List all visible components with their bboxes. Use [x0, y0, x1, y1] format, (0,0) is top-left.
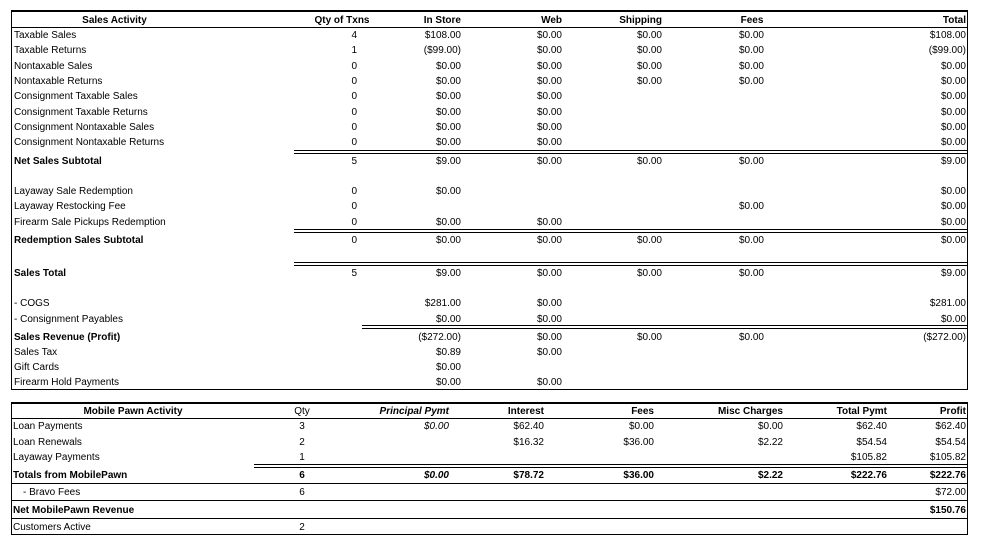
- row-total: $0.00: [940, 121, 966, 133]
- customers-active-row: [12, 520, 967, 535]
- row-instore: ($99.00): [423, 45, 461, 57]
- row-fees: $0.00: [738, 75, 764, 87]
- row-label: Taxable Returns: [14, 45, 87, 57]
- redemption-subtotal-row: [12, 233, 967, 248]
- pawn-totals-row: [12, 468, 967, 483]
- row-web: $0.00: [536, 91, 562, 103]
- row-fees: $0.00: [738, 332, 764, 343]
- row-shipping: $0.00: [636, 75, 662, 87]
- pawn-rule-1: [12, 483, 967, 484]
- row-total: ($272.00): [923, 332, 966, 343]
- row-principal: $0.00: [423, 421, 449, 432]
- row-shipping: [582, 120, 662, 135]
- row-total: $0.00: [940, 137, 966, 149]
- row-shipping: $0.00: [636, 45, 662, 57]
- row-qty: 0: [351, 216, 357, 228]
- col-mobile-pawn-activity: Mobile Pawn Activity: [83, 406, 183, 417]
- row-instore: ($272.00): [418, 332, 461, 343]
- row-fees: [712, 215, 764, 230]
- row-web: $0.00: [536, 45, 562, 57]
- row-label: Layaway Payments: [13, 452, 100, 463]
- row-label: Consignment Taxable Sales: [14, 91, 138, 103]
- pawn-header-row: [12, 404, 967, 419]
- row-qty: 5: [351, 156, 357, 167]
- row-web: $0.00: [536, 235, 562, 246]
- row-qty: 4: [351, 30, 357, 41]
- row-total: $0.00: [940, 186, 966, 197]
- sales-row: [12, 43, 967, 58]
- row-shipping: $0.00: [636, 60, 662, 72]
- pawn-rule-3: [12, 518, 967, 519]
- bravo-fees-row: [12, 485, 967, 500]
- row-web: $0.00: [536, 332, 562, 343]
- row-fees: $0.00: [738, 201, 764, 213]
- row-profit: $105.82: [929, 452, 966, 463]
- row-instore: $9.00: [435, 156, 461, 167]
- row-qty: 1: [299, 452, 305, 463]
- row-shipping: $0.00: [636, 268, 662, 279]
- row-shipping: [582, 105, 662, 120]
- row-label: Nontaxable Returns: [14, 75, 103, 87]
- row-web: $0.00: [536, 298, 562, 309]
- gift-cards-row: [12, 360, 967, 375]
- row-totalpymt: $105.82: [850, 452, 887, 463]
- row-shipping: $0.00: [636, 332, 662, 343]
- row-web: $0.00: [536, 347, 562, 358]
- row-label: Loan Payments: [13, 421, 83, 432]
- row-fees: $36.00: [623, 470, 654, 481]
- row-instore: $0.00: [435, 377, 461, 388]
- row-label: Loan Renewals: [13, 436, 82, 448]
- row-web: $0.00: [536, 30, 562, 41]
- row-web: [492, 199, 562, 214]
- row-label: Customers Active: [13, 522, 91, 533]
- row-instore: $0.00: [435, 362, 461, 373]
- row-fees: [712, 120, 764, 135]
- row-instore: $0.00: [435, 235, 461, 246]
- row-instore: $0.00: [435, 106, 461, 118]
- row-total: $281.00: [929, 298, 966, 309]
- row-label: Consignment Nontaxable Returns: [14, 137, 165, 149]
- col-total: Total: [942, 15, 966, 26]
- row-label: Firearm Hold Payments: [14, 377, 120, 388]
- row-fees: $0.00: [738, 30, 764, 41]
- row-fees: $0.00: [738, 235, 764, 246]
- row-web: $0.00: [536, 377, 562, 388]
- sales-row: [12, 105, 967, 120]
- row-web: $0.00: [536, 268, 562, 279]
- row-label: Gift Cards: [14, 362, 60, 373]
- row-total: $0.00: [940, 106, 966, 118]
- row-label: Firearm Sale Pickups Redemption: [14, 216, 166, 228]
- row-qty: 0: [351, 201, 357, 213]
- sales-total-row: [12, 266, 967, 281]
- row-fees: $0.00: [738, 45, 764, 57]
- col-total-pymt: Total Pymt: [836, 406, 887, 417]
- row-total: $0.00: [940, 201, 966, 213]
- col-interest: Interest: [507, 406, 544, 417]
- row-fees: $0.00: [738, 268, 764, 279]
- row-fees: [592, 450, 654, 465]
- sales-row: [12, 215, 967, 230]
- sales-header-row: [12, 13, 967, 28]
- row-label: Sales Total: [14, 268, 67, 279]
- row-interest: $16.32: [513, 436, 544, 448]
- row-instore: $108.00: [424, 30, 461, 41]
- row-principal: [352, 435, 449, 450]
- row-misc: $0.00: [757, 421, 783, 432]
- row-qty: 0: [351, 235, 357, 246]
- row-shipping: [582, 135, 662, 150]
- row-qty: 5: [351, 268, 357, 279]
- cogs-row: [12, 296, 967, 311]
- row-label: Consignment Nontaxable Sales: [14, 121, 155, 133]
- pawn-rule-2: [12, 500, 967, 501]
- row-web: $0.00: [536, 106, 562, 118]
- row-fees: $0.00: [738, 156, 764, 167]
- row-web: $0.00: [536, 75, 562, 87]
- row-fees: [712, 184, 764, 199]
- row-web: $0.00: [536, 137, 562, 149]
- row-qty: 2: [299, 436, 305, 448]
- row-shipping: [582, 215, 662, 230]
- row-shipping: [582, 199, 662, 214]
- row-principal: [352, 450, 449, 465]
- row-qty: 6: [299, 487, 305, 498]
- row-shipping: [582, 89, 662, 104]
- row-label: Sales Revenue (Profit): [14, 332, 121, 343]
- row-label: Consignment Taxable Returns: [14, 106, 148, 118]
- sales-tax-row: [12, 345, 967, 360]
- row-label: Net Sales Subtotal: [14, 156, 102, 167]
- col-fees: Fees: [740, 15, 764, 26]
- row-web: $0.00: [536, 156, 562, 167]
- row-total: $9.00: [940, 268, 966, 279]
- row-fees: [712, 89, 764, 104]
- row-label: - Consignment Payables: [14, 314, 123, 325]
- row-instore: $281.00: [424, 298, 461, 309]
- row-total: $0.00: [940, 235, 966, 246]
- row-profit: $150.76: [929, 505, 966, 516]
- row-shipping: [582, 184, 662, 199]
- row-label: Taxable Sales: [14, 30, 77, 41]
- col-profit: Profit: [939, 406, 966, 417]
- row-total: $0.00: [940, 60, 966, 72]
- col-pawn-fees: Fees: [631, 406, 654, 417]
- row-fees: [712, 105, 764, 120]
- row-instore: $0.00: [435, 314, 461, 325]
- row-qty: 0: [351, 137, 357, 149]
- row-instore: $0.00: [435, 186, 461, 197]
- row-totalpymt: $62.40: [856, 421, 887, 432]
- sales-row: [12, 135, 967, 150]
- row-label: - Bravo Fees: [23, 487, 81, 498]
- row-misc: [692, 450, 783, 465]
- row-qty: 0: [351, 91, 357, 103]
- sales-row: [12, 199, 967, 214]
- row-total: $0.00: [940, 75, 966, 87]
- revenue-rule: [362, 325, 967, 329]
- row-totalpymt: $222.76: [850, 470, 887, 481]
- row-label: Nontaxable Sales: [14, 60, 93, 72]
- row-label: Layaway Restocking Fee: [14, 201, 126, 213]
- col-qty-txns: Qty of Txns: [314, 15, 370, 26]
- row-total: $108.00: [929, 30, 966, 41]
- pawn-row: [12, 435, 967, 450]
- row-qty: 6: [299, 470, 305, 481]
- sales-row: [12, 28, 967, 43]
- row-qty: 2: [299, 522, 305, 533]
- row-qty: 0: [351, 106, 357, 118]
- row-interest: $78.72: [513, 470, 544, 481]
- row-instore: $0.00: [435, 121, 461, 133]
- mobile-pawn-panel: [11, 402, 968, 535]
- row-qty: 0: [351, 75, 357, 87]
- sales-row: [12, 89, 967, 104]
- col-in-store: In Store: [423, 15, 461, 26]
- row-web: $0.00: [536, 121, 562, 133]
- row-web: $0.00: [536, 216, 562, 228]
- row-fees: $0.00: [628, 421, 654, 432]
- row-shipping: $0.00: [636, 30, 662, 41]
- col-qty: Qty: [294, 406, 310, 417]
- sales-row: [12, 74, 967, 89]
- net-mobilepawn-row: [12, 503, 967, 518]
- row-qty: 1: [351, 45, 357, 57]
- row-misc: $2.22: [757, 470, 783, 481]
- col-sales-activity: Sales Activity: [82, 15, 147, 26]
- row-label: Totals from MobilePawn: [13, 470, 128, 481]
- row-shipping: $0.00: [636, 235, 662, 246]
- row-qty: 0: [351, 186, 357, 197]
- row-instore: $0.00: [435, 216, 461, 228]
- row-profit: $72.00: [935, 487, 966, 498]
- col-web: Web: [541, 15, 562, 26]
- pawn-row: [12, 450, 967, 465]
- firearm-hold-row: [12, 375, 967, 390]
- row-instore: $0.00: [435, 75, 461, 87]
- row-misc: $2.22: [757, 436, 783, 448]
- sales-activity-panel: [11, 10, 968, 390]
- row-instore: $0.89: [435, 347, 461, 358]
- pawn-row: [12, 419, 967, 434]
- row-instore: $0.00: [435, 137, 461, 149]
- sales-row: [12, 184, 967, 199]
- row-web: [492, 184, 562, 199]
- row-label: Layaway Sale Redemption: [14, 186, 133, 197]
- row-profit: $222.76: [929, 470, 966, 481]
- row-instore: [392, 199, 461, 214]
- col-shipping: Shipping: [619, 15, 662, 26]
- row-label: Redemption Sales Subtotal: [14, 235, 144, 246]
- net-sales-subtotal-row: [12, 154, 967, 169]
- row-web: $0.00: [536, 314, 562, 325]
- row-qty: 0: [351, 121, 357, 133]
- row-total: $0.00: [940, 314, 966, 325]
- row-label: Net MobilePawn Revenue: [13, 505, 135, 516]
- row-instore: $9.00: [435, 268, 461, 279]
- sales-row: [12, 59, 967, 74]
- row-total: $9.00: [940, 156, 966, 167]
- row-qty: 3: [299, 421, 305, 432]
- row-web: $0.00: [536, 60, 562, 72]
- row-fees: [712, 135, 764, 150]
- row-profit: $54.54: [935, 436, 966, 448]
- row-totalpymt: $54.54: [856, 436, 887, 448]
- sales-revenue-row: [12, 330, 967, 345]
- row-total: $0.00: [940, 91, 966, 103]
- row-shipping: $0.00: [636, 156, 662, 167]
- row-fees: $0.00: [738, 60, 764, 72]
- row-principal: $0.00: [423, 470, 449, 481]
- row-interest: $62.40: [513, 421, 544, 432]
- row-interest: [482, 450, 544, 465]
- row-profit: $62.40: [935, 421, 966, 432]
- row-qty: 0: [351, 60, 357, 72]
- row-label: Sales Tax: [14, 347, 58, 358]
- sales-row: [12, 120, 967, 135]
- row-fees: $36.00: [623, 436, 654, 448]
- col-principal-pymt: Principal Pymt: [379, 406, 449, 417]
- row-total: ($99.00): [928, 45, 966, 57]
- row-label: - COGS: [14, 298, 50, 309]
- row-total: $0.00: [940, 216, 966, 228]
- row-instore: $0.00: [435, 60, 461, 72]
- col-misc-charges: Misc Charges: [717, 406, 783, 417]
- row-instore: $0.00: [435, 91, 461, 103]
